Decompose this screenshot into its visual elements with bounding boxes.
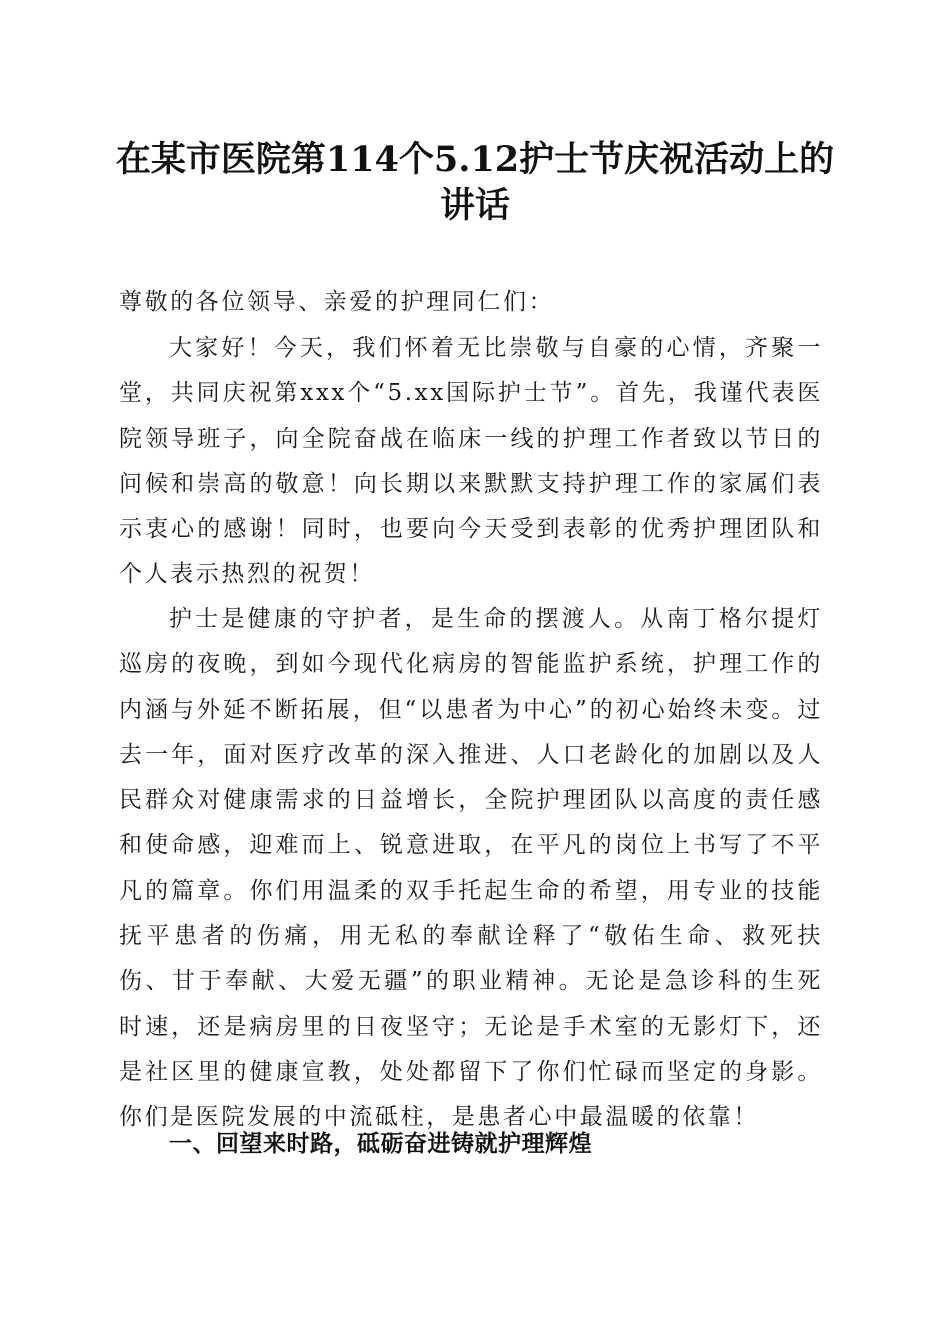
paragraph-nurses: 护士是健康的守护者，是生命的摆渡人。从南丁格尔提灯巡房的夜晚，到如今现代化病房的智能监护系统，护理工作的内涵与外延不断拓展，但“以患者为中心”的初心始终未变。过去一年，面对医疗改革的深入推进、人口老龄化的加剧以及人民群众对健康需求的日益增长，全院护理团队以高度的责任感和使命感，迎难而上、锐意进取，在平凡的岗位上书写了不平凡的篇章。你们用温柔的双手托起生命的希望，用专业的技能抚平患者的伤痛，用无私的奉献诠释了“敬佑生命、救死扶伤、甘于奉献、大爱无疆”的职业精神。无论是急诊科的生死时速，还是病房里的日夜坚守；无论是手术室的无影灯下，还是社区里的健康宣教，处处都留下了你们忙碌而坚定的身影。你们是医院发展的中流砥柱，是患者心中最温暖的依靠！: [119, 606, 823, 1131]
section-heading: 一、回望来时路，砥砺奋进铸就护理辉煌: [169, 1131, 592, 1157]
paragraph-opening: 大家好！今天，我们怀着无比崇敬与自豪的心情，齐聚一堂，共同庆祝第xxx个“5.xx国际护士节”。首先，我谨代表医院领导班子，向全院奋战在临床一线的护理工作者致以节日的问候和崇高的敬意！向长期以来默默支持护理工作的家属们表示衷心的感谢！同时，也要向今天受到表彰的优秀护理团队和个人表示热烈的祝贺！: [119, 335, 823, 588]
salutation: 尊敬的各位领导、亲爱的护理同仁们：: [119, 289, 555, 315]
document-title: 在某市医院第114个5.12护士节庆祝活动上的讲话: [115, 139, 835, 226]
